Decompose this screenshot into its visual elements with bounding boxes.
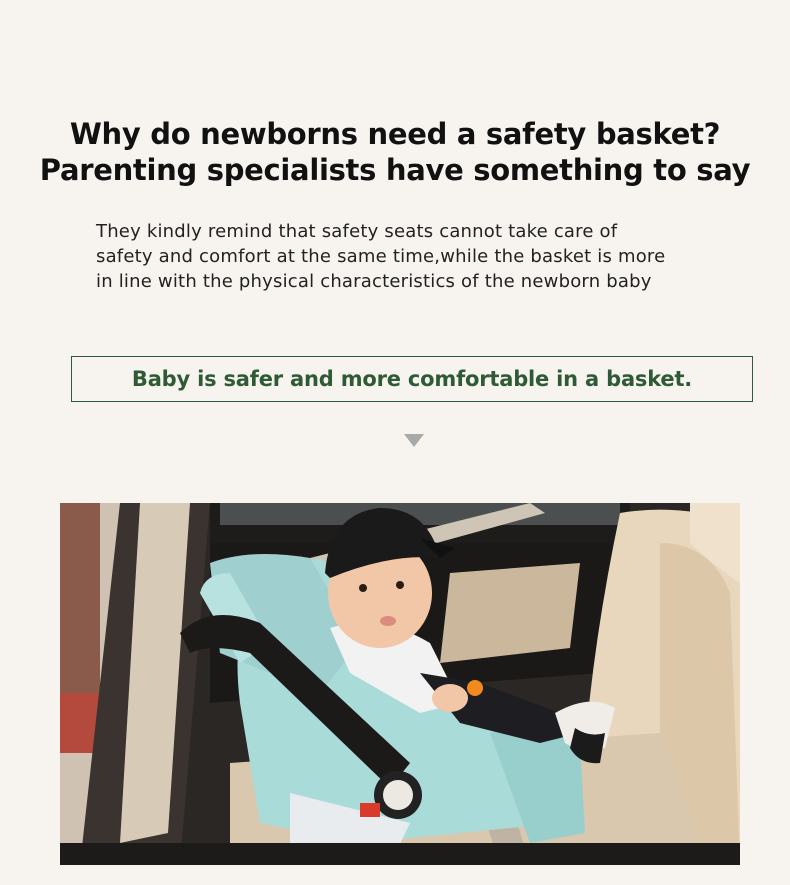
highlight-banner xyxy=(71,356,753,402)
intro-paragraph xyxy=(96,219,706,294)
banner-text: Baby is safer and more comfortable in a basket. xyxy=(131,367,693,391)
photo-illustration xyxy=(60,503,740,865)
intro-line-1: They kindly remind that safety seats cannot take care of xyxy=(96,221,618,242)
baby-basket-car-photo xyxy=(60,503,740,865)
intro-line-3: in line with the physical characteristics of the newborn baby xyxy=(96,271,652,292)
down-triangle-icon xyxy=(404,434,424,447)
headline-line-1: Why do newborns need a safety basket? xyxy=(69,117,721,151)
page-headline xyxy=(0,116,790,188)
intro-line-2: safety and comfort at the same time,while the basket is more xyxy=(96,246,666,267)
headline-line-2: Parenting specialists have something to say xyxy=(39,153,751,187)
